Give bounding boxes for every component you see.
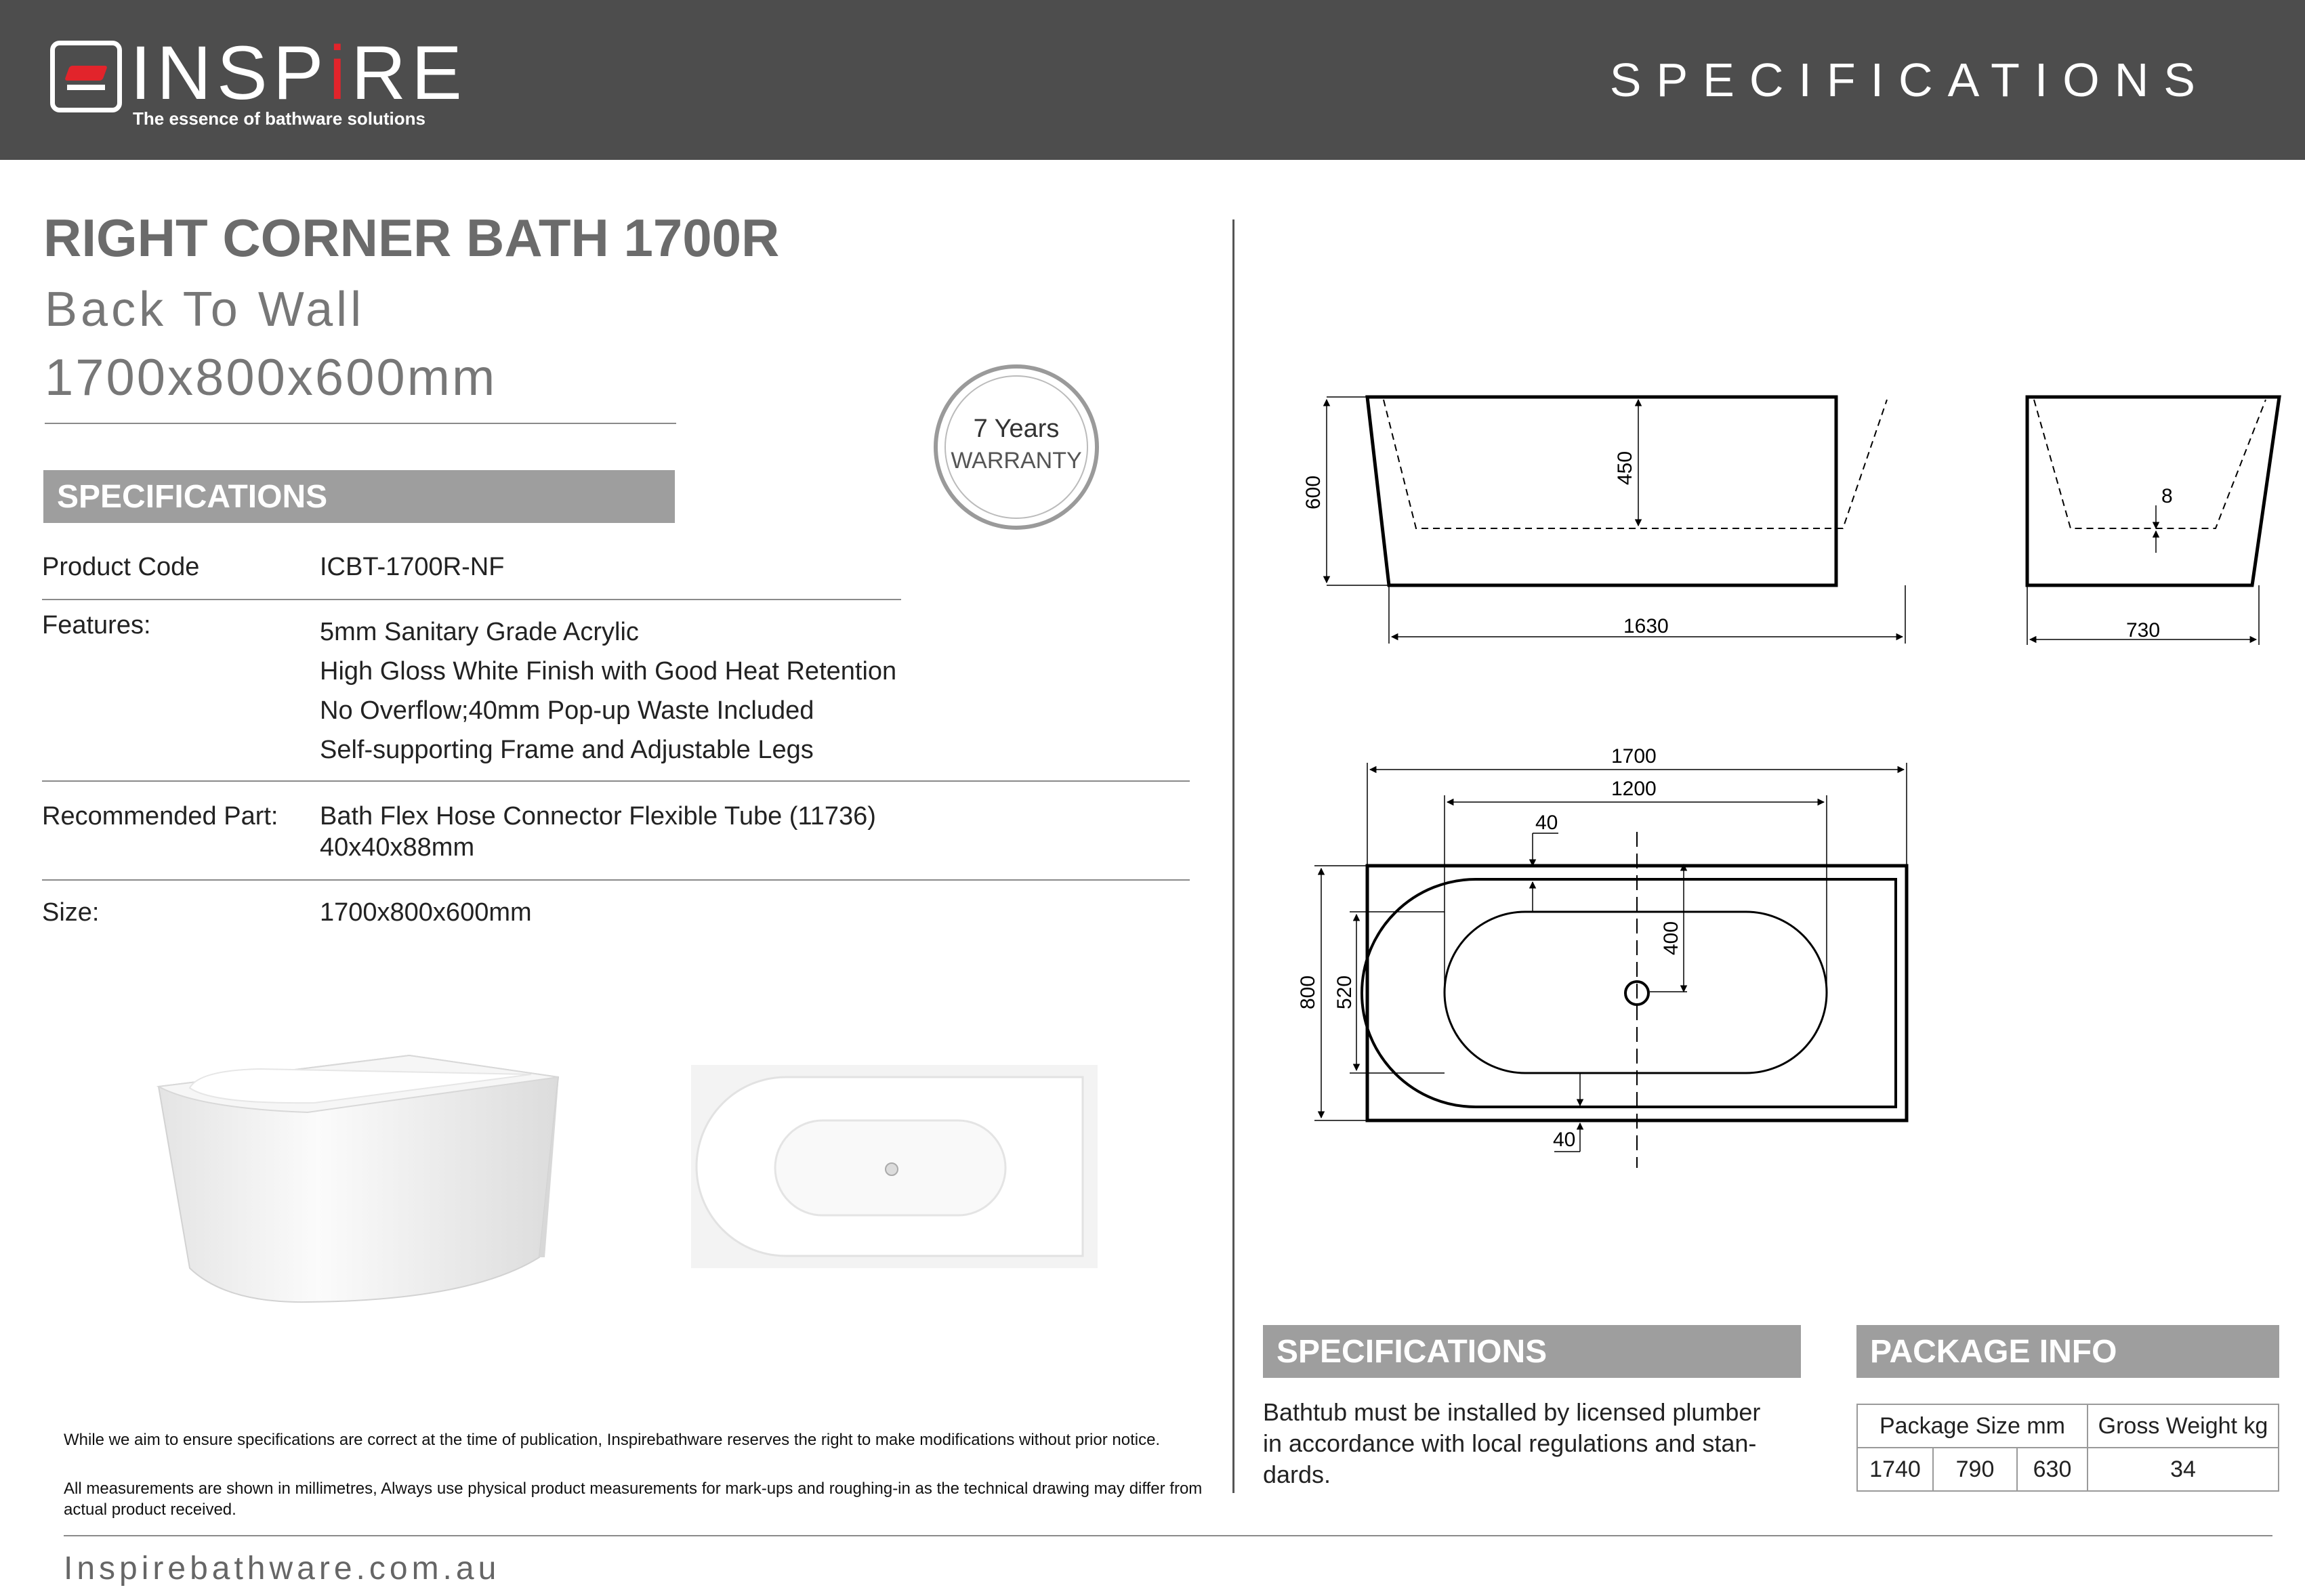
feature-item: 5mm Sanitary Grade Acrylic <box>320 618 639 646</box>
warranty-badge <box>934 364 1099 530</box>
package-height: 630 <box>2017 1448 2088 1491</box>
dim-plan-waste: 400 <box>1660 921 1682 955</box>
column-divider <box>1232 219 1234 1493</box>
product-code-label: Product Code <box>42 553 200 581</box>
brand-logo-icon <box>50 41 122 112</box>
dim-end-thickness: 8 <box>2161 485 2173 507</box>
bath-3d-image <box>152 1030 572 1307</box>
disclaimer-2: All measurements are shown in millimetres, Always use physical product measurements for mark-ups and roughing-in as the technical drawing may differ from actual product received. <box>64 1479 1203 1519</box>
header-title: SPECIFICATIONS <box>1609 54 2210 106</box>
dim-plan-offset-top: 40 <box>1535 812 1558 834</box>
gross-weight-value: 34 <box>2088 1448 2279 1491</box>
dim-plan-inner-length: 1200 <box>1611 778 1657 800</box>
features-label: Features: <box>42 611 151 639</box>
dim-end-width: 730 <box>2126 619 2161 642</box>
product-dimensions: 1700x800x600mm <box>45 349 497 406</box>
package-table <box>1856 1404 2279 1492</box>
warranty-years: 7 Years <box>973 415 1060 443</box>
package-info-heading: PACKAGE INFO <box>1856 1325 2279 1378</box>
product-title: RIGHT CORNER BATH 1700R <box>43 208 780 268</box>
row-divider <box>42 879 1190 881</box>
size-value: 1700x800x600mm <box>320 898 532 927</box>
product-code-value: ICBT-1700R-NF <box>320 553 505 581</box>
dim-plan-inner-width: 520 <box>1333 975 1356 1009</box>
brand-name: INSPiRE <box>130 30 468 115</box>
dim-side-depth: 450 <box>1614 450 1636 485</box>
bath-top-image <box>691 1065 1098 1268</box>
package-width: 790 <box>1933 1448 2017 1491</box>
gross-weight-header: Gross Weight kg <box>2088 1404 2279 1448</box>
feature-item: No Overflow;40mm Pop-up Waste Included <box>320 696 814 725</box>
recommended-part-size: 40x40x88mm <box>320 833 475 862</box>
recommended-part-label: Recommended Part: <box>42 802 278 831</box>
brand-tagline: The essence of bathware solutions <box>133 108 425 129</box>
recommended-part-value: Bath Flex Hose Connector Flexible Tube (11736) <box>320 802 876 831</box>
dim-plan-offset-bottom: 40 <box>1553 1129 1576 1151</box>
package-length: 1740 <box>1857 1448 1933 1491</box>
package-size-header: Package Size mm <box>1857 1404 2088 1448</box>
install-note-line: dards. <box>1263 1461 1331 1489</box>
install-note-line: in accordance with local regulations and stan- <box>1263 1429 1757 1458</box>
install-heading: SPECIFICATIONS <box>1263 1325 1801 1378</box>
warranty-label: WARRANTY <box>951 448 1082 474</box>
feature-item: High Gloss White Finish with Good Heat Retention <box>320 657 897 686</box>
footer-website: Inspirebathware.com.au <box>64 1551 501 1587</box>
dim-side-height: 600 <box>1302 475 1325 509</box>
row-divider <box>42 780 1190 782</box>
technical-drawing <box>1267 379 2297 1192</box>
install-note <box>1263 1397 1805 1490</box>
disclaimer-1: While we aim to ensure specifications are correct at the time of publication, Inspirebathware reserves the right to make modifications without prior notice. <box>64 1431 1161 1449</box>
product-subtitle: Back To Wall <box>45 282 365 337</box>
specifications-heading: SPECIFICATIONS <box>43 470 675 523</box>
footer-divider <box>64 1535 2272 1536</box>
dim-plan-width: 800 <box>1297 975 1319 1009</box>
row-divider <box>42 599 901 600</box>
page-header <box>0 0 2305 160</box>
install-note-line: Bathtub must be installed by licensed plumber <box>1263 1398 1761 1426</box>
dim-plan-length: 1700 <box>1611 745 1657 768</box>
size-label: Size: <box>42 898 100 927</box>
feature-item: Self-supporting Frame and Adjustable Legs <box>320 736 814 764</box>
dim-side-length: 1630 <box>1623 615 1669 637</box>
title-divider <box>45 423 676 424</box>
